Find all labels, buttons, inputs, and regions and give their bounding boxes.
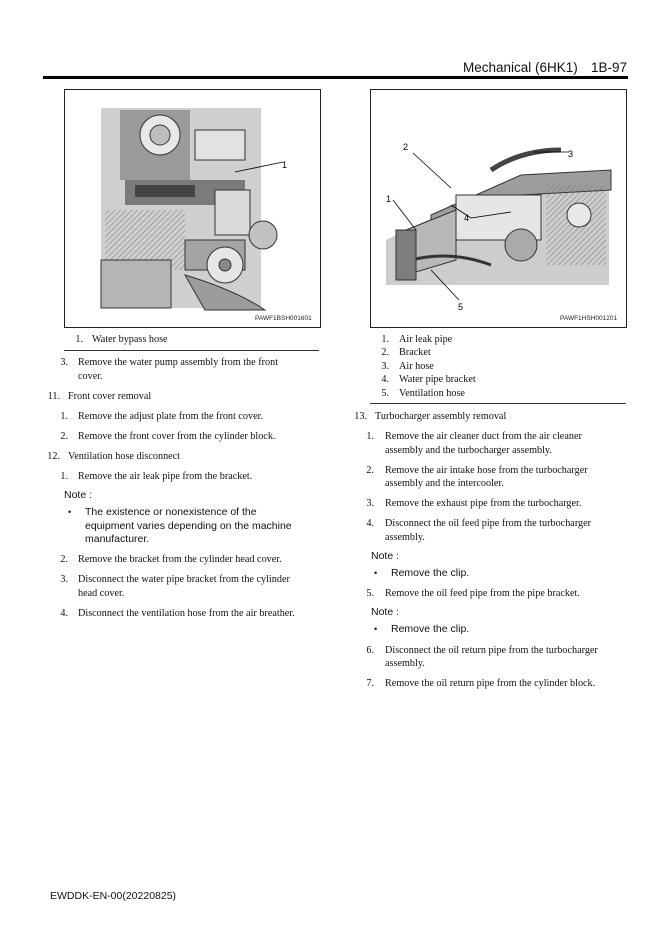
legend-number: 4. [381, 374, 389, 385]
step-text: cover. [78, 371, 103, 382]
callout-3: 3 [568, 149, 574, 159]
step-text: Remove the oil return pipe from the cylinder block. [385, 678, 596, 689]
section-heading: Turbocharger assembly removal [375, 411, 507, 422]
step-text: assembly. [385, 532, 425, 543]
legend-number: 2. [381, 347, 389, 358]
figure-code-left: PAWF1BSH001601 [255, 315, 312, 322]
callout-4: 4 [464, 213, 470, 223]
step-number: 3. [366, 498, 374, 509]
note-bullet: • [374, 568, 378, 578]
step-text: Remove the air cleaner duct from the air cleaner [385, 431, 582, 442]
note-text: equipment varies depending on the machine [85, 520, 292, 532]
step-number: 7. [366, 678, 374, 689]
legend-text: Bracket [399, 347, 431, 358]
section-number: 13. [354, 411, 367, 422]
legend-number: 1. [381, 334, 389, 345]
step-number: 6. [366, 645, 374, 656]
note-text: Remove the clip. [391, 567, 470, 579]
step-text: head cover. [78, 588, 125, 599]
callout-1: 1 [282, 160, 288, 170]
legend-text: Ventilation hose [399, 388, 465, 399]
section-number: 11. [47, 391, 60, 402]
callout-2: 2 [403, 142, 409, 152]
legend-number: 1. [75, 334, 83, 345]
step-text: Remove the exhaust pipe from the turbocharger. [385, 498, 582, 509]
engine-illustration-right [371, 90, 626, 327]
step-number: 1. [60, 411, 68, 422]
step-text: assembly. [385, 658, 425, 669]
section-title: Mechanical (6HK1) [463, 60, 578, 75]
section-heading: Ventilation hose disconnect [68, 451, 181, 462]
step-number: 2. [60, 554, 68, 565]
step-text: Disconnect the oil feed pipe from the turbocharger [385, 518, 592, 529]
header-rule [43, 76, 628, 79]
legend-text: Water pipe bracket [399, 374, 476, 385]
note-bullet: • [374, 624, 378, 634]
step-number: 2. [366, 465, 374, 476]
page-number: 1B-97 [591, 60, 628, 75]
legend-rule [64, 350, 319, 351]
figure-turbocharger-area [370, 89, 627, 328]
legend-text: Water bypass hose [92, 334, 168, 345]
step-text: Disconnect the oil return pipe from the turbocharger [385, 645, 598, 656]
step-number: 4. [60, 608, 68, 619]
step-text: Remove the air leak pipe from the bracket. [78, 471, 253, 482]
legend-number: 5. [381, 388, 389, 399]
engine-illustration-left [65, 90, 320, 327]
step-number: 4. [366, 518, 374, 529]
step-text: Remove the front cover from the cylinder block. [78, 431, 276, 442]
note-text: manufacturer. [85, 533, 150, 545]
note-label: Note : [64, 489, 93, 501]
step-text: Remove the water pump assembly from the front [78, 357, 279, 368]
step-text: assembly and the turbocharger assembly. [385, 445, 552, 456]
callout-5: 5 [458, 302, 464, 312]
section-heading: Front cover removal [68, 391, 152, 402]
step-text: Remove the air intake hose from the turbocharger [385, 465, 588, 476]
legend-text: Air leak pipe [399, 334, 453, 345]
step-text: assembly and the intercooler. [385, 478, 504, 489]
step-number: 3. [60, 357, 68, 368]
step-number: 1. [60, 471, 68, 482]
step-number: 2. [60, 431, 68, 442]
document-code: EWDDK-EN-00(20220825) [50, 890, 177, 902]
figure-code-right: PAWF1HSH001201 [560, 315, 618, 322]
step-number: 3. [60, 574, 68, 585]
step-text: Disconnect the ventilation hose from the air breather. [78, 608, 295, 619]
callout-1: 1 [386, 194, 392, 204]
step-text: Disconnect the water pipe bracket from the cylinder [78, 574, 290, 585]
note-bullet: • [68, 507, 72, 517]
step-text: Remove the bracket from the cylinder head cover. [78, 554, 282, 565]
step-number: 1. [366, 431, 374, 442]
note-text: The existence or nonexistence of the [85, 506, 257, 518]
legend-text: Air hose [399, 361, 434, 372]
section-number: 12. [47, 451, 60, 462]
legend-rule [370, 403, 626, 404]
step-number: 5. [366, 588, 374, 599]
figure-water-bypass-hose [64, 89, 321, 328]
step-text: Remove the adjust plate from the front cover. [78, 411, 264, 422]
note-label: Note : [371, 606, 400, 618]
step-text: Remove the oil feed pipe from the pipe bracket. [385, 588, 580, 599]
legend-number: 3. [381, 361, 389, 372]
note-text: Remove the clip. [391, 623, 470, 635]
note-label: Note : [371, 550, 400, 562]
